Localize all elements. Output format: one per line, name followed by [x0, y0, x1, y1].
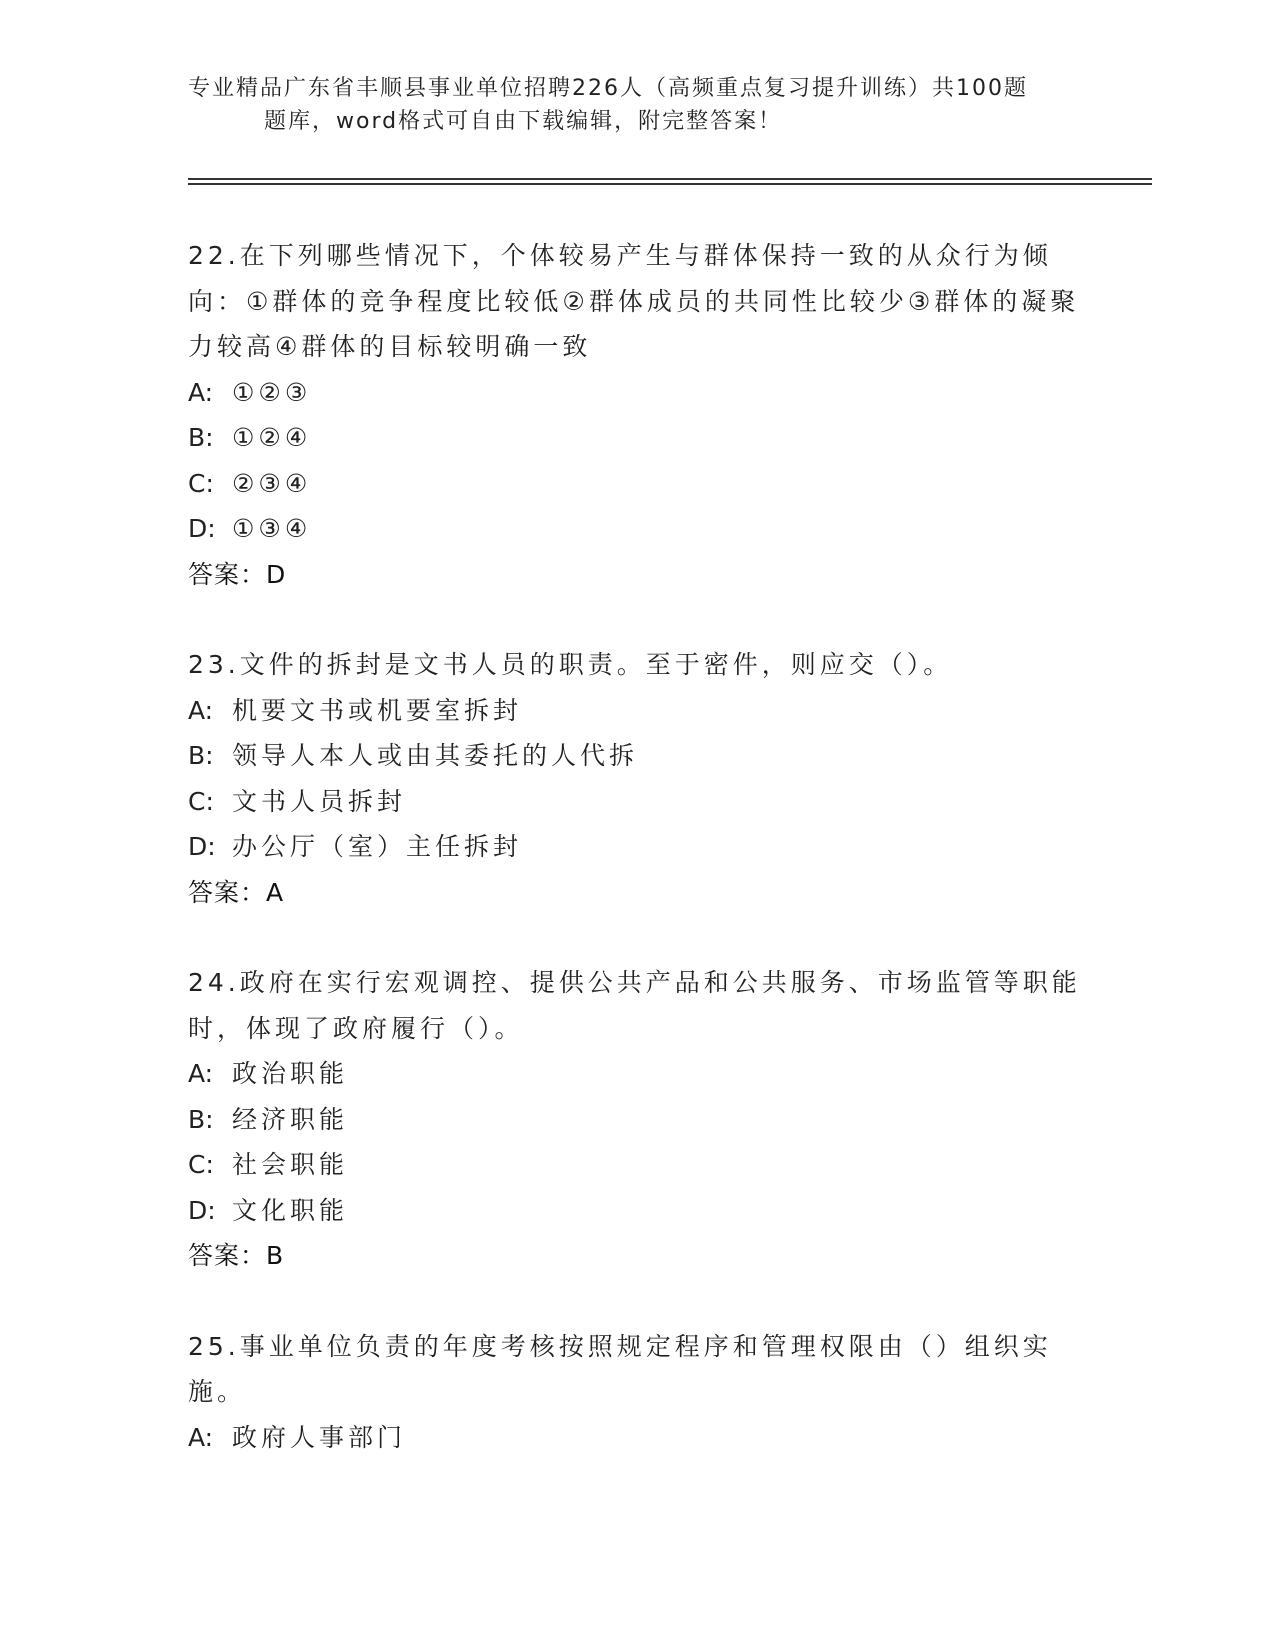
option-text: 文书人员拆封 [232, 786, 407, 816]
question-stem: 22.在下列哪些情况下，个体较易产生与群体保持一致的从众行为倾向：①群体的竞争程度比较低②群体成员的共同性比较少③群体的凝聚力较高④群体的目标较明确一致 [188, 241, 1080, 361]
option-key: C: [188, 1150, 214, 1179]
option-text: 社会职能 [232, 1150, 349, 1179]
option-text: 领导人本人或由其委托的人代拆 [232, 741, 639, 770]
answer-line: 答案：B [188, 1241, 285, 1270]
answer-line: 答案：D [188, 559, 287, 589]
option-key: B: [188, 1104, 214, 1134]
option-text: ①③④ [232, 514, 312, 543]
option-a [188, 1415, 1088, 1461]
option-text: 办公厅（室）主任拆封 [232, 832, 523, 861]
question-25 [188, 1324, 1088, 1461]
option-d [188, 506, 1088, 552]
option-text: 机要文书或机要室拆封 [232, 695, 523, 725]
question-stem: 24.政府在实行宏观调控、提供公共产品和公共服务、市场监管等职能时，体现了政府履行（）。 [188, 968, 1081, 1043]
option-c [188, 779, 1088, 825]
option-d [188, 824, 1088, 870]
option-text: 政府人事部门 [232, 1422, 407, 1452]
option-key: A: [188, 1059, 214, 1088]
question-22 [188, 233, 1088, 597]
header-rule-top [188, 178, 1152, 180]
option-key: D: [188, 1195, 216, 1225]
question-23 [188, 642, 1088, 915]
header-rule-bottom [188, 183, 1152, 185]
option-key: B: [188, 423, 214, 452]
option-b [188, 1097, 1088, 1143]
question-24 [188, 960, 1088, 1279]
option-key: D: [188, 832, 216, 861]
option-key: D: [188, 514, 216, 543]
document-header [188, 72, 1068, 138]
option-text: 文化职能 [232, 1195, 349, 1225]
question-spacer [188, 1279, 1088, 1324]
option-key: C: [188, 786, 214, 816]
option-text: ①②④ [232, 423, 312, 452]
header-title-line2: 题库，word格式可自由下载编辑，附完整答案！ [264, 109, 783, 134]
option-b [188, 733, 1088, 779]
option-key: B: [188, 741, 214, 770]
option-a [188, 370, 1088, 416]
question-spacer [188, 915, 1088, 960]
option-text: ①②③ [232, 377, 312, 407]
answer-line: 答案：A [188, 877, 285, 907]
header-title-line1: 专业精品广东省丰顺县事业单位招聘226人（高频重点复习提升训练）共100题 [188, 76, 1028, 101]
option-b [188, 415, 1088, 461]
option-c [188, 1142, 1088, 1188]
option-text: ②③④ [232, 468, 312, 498]
question-stem: 25.事业单位负责的年度考核按照规定程序和管理权限由（）组织实施。 [188, 1331, 1052, 1406]
question-list [188, 233, 1088, 1460]
option-key: C: [188, 468, 214, 498]
option-text: 经济职能 [232, 1104, 349, 1134]
option-d [188, 1188, 1088, 1234]
option-text: 政治职能 [232, 1059, 349, 1088]
question-stem: 23.文件的拆封是文书人员的职责。至于密件，则应交（）。 [188, 650, 953, 679]
option-key: A: [188, 377, 214, 407]
option-key: A: [188, 1422, 214, 1452]
option-c [188, 461, 1088, 507]
option-a [188, 688, 1088, 734]
question-spacer [188, 597, 1088, 642]
option-key: A: [188, 695, 214, 725]
option-a [188, 1051, 1088, 1097]
